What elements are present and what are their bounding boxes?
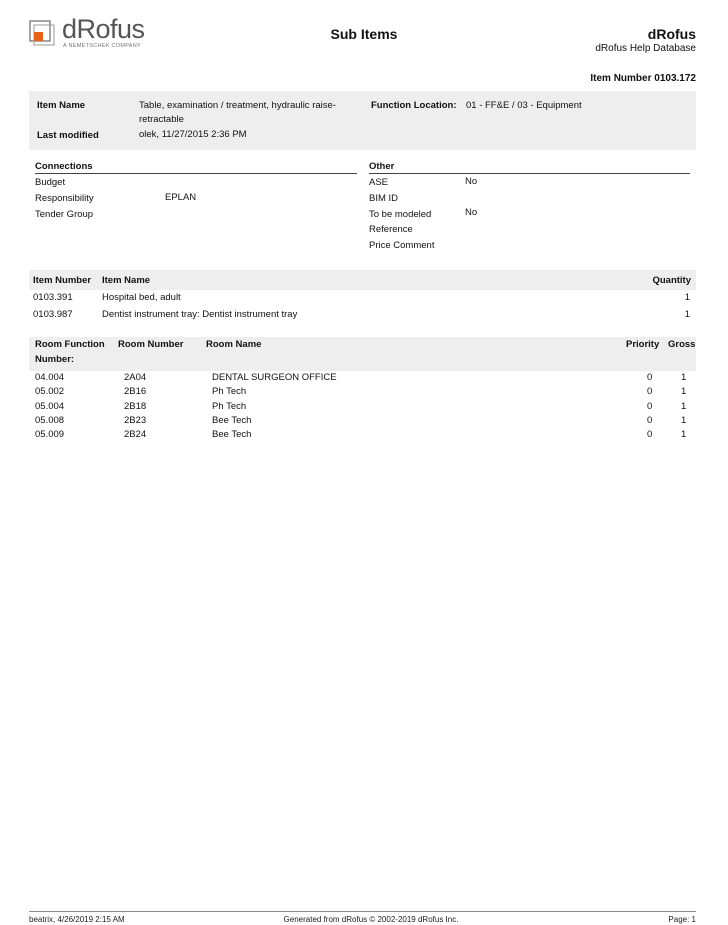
rooms-col-name: Room Name <box>206 339 262 350</box>
other-heading: Other <box>369 161 690 174</box>
subitems-col-name: Item Name <box>102 275 151 286</box>
function-location-value: 01 - FF&E / 03 - Equipment <box>466 100 582 111</box>
room-name: DENTAL SURGEON OFFICE <box>212 372 337 383</box>
room-number: 2B23 <box>124 415 147 426</box>
room-function-number: 05.009 <box>35 429 65 440</box>
function-location-label: Function Location: <box>371 100 457 111</box>
room-function-number: 05.002 <box>35 386 65 397</box>
room-number: 2B16 <box>124 386 147 397</box>
footer-generated: Generated from dRofus © 2002-2019 dRofus Inc. <box>283 915 459 924</box>
rooms-col-function-line1: Room Function <box>35 339 105 350</box>
other-to-be-modeled-value: No <box>465 207 478 218</box>
room-priority: 0 <box>647 386 653 397</box>
room-priority: 0 <box>647 429 653 440</box>
other-bim-id-label: BIM ID <box>369 193 399 204</box>
connection-budget-label: Budget <box>35 177 66 188</box>
subitem-quantity: 1 <box>684 309 690 320</box>
rooms-col-priority: Priority <box>626 339 660 350</box>
connection-responsibility-value: EPLAN <box>165 192 197 203</box>
subitems-col-quantity: Quantity <box>652 275 691 286</box>
brand-name: dRofus <box>647 26 696 42</box>
rooms-col-function-line2: Number: <box>35 354 75 365</box>
rooms-col-gross: Gross <box>668 339 696 350</box>
room-gross: 1 <box>681 415 687 426</box>
room-function-number: 04.004 <box>35 372 65 383</box>
room-name: Bee Tech <box>212 415 252 426</box>
room-priority: 0 <box>647 415 653 426</box>
item-number: Item Number 0103.172 <box>590 73 696 84</box>
connections-heading: Connections <box>35 161 357 174</box>
item-name-value-line1: Table, examination / treatment, hydraulic raise- <box>139 100 336 111</box>
subitem-name: Hospital bed, adult <box>102 292 181 303</box>
room-number: 2A04 <box>124 372 147 383</box>
page-title: Sub Items <box>330 26 398 42</box>
subitem-number: 0103.391 <box>33 292 73 303</box>
connection-tender-group-label: Tender Group <box>35 209 94 220</box>
room-gross: 1 <box>681 372 687 383</box>
room-function-number: 05.008 <box>35 415 65 426</box>
room-number: 2B24 <box>124 429 147 440</box>
logo-text: dRofus <box>62 14 145 44</box>
room-gross: 1 <box>681 429 687 440</box>
room-priority: 0 <box>647 401 653 412</box>
other-to-be-modeled-label: To be modeled <box>369 209 432 220</box>
subitem-quantity: 1 <box>684 292 690 303</box>
footer-user-timestamp: beatrix, 4/26/2019 2:15 AM <box>29 915 125 924</box>
room-gross: 1 <box>681 386 687 397</box>
footer-divider <box>29 911 696 912</box>
logo-subtitle: A NEMETSCHEK COMPANY <box>63 43 142 49</box>
room-function-number: 05.004 <box>35 401 65 412</box>
item-info-panel <box>29 91 696 150</box>
subitem-number: 0103.987 <box>33 309 73 320</box>
connection-responsibility-label: Responsibility <box>35 193 94 204</box>
room-name: Bee Tech <box>212 429 252 440</box>
other-reference-label: Reference <box>369 224 413 235</box>
room-gross: 1 <box>681 401 687 412</box>
last-modified-label: Last modified <box>37 130 99 141</box>
room-name: Ph Tech <box>212 401 247 412</box>
room-priority: 0 <box>647 372 653 383</box>
item-name-value-line2: retractable <box>139 114 184 125</box>
subitem-name: Dentist instrument tray: Dentist instrument tray <box>102 309 298 320</box>
footer-page-number: Page: 1 <box>668 915 696 924</box>
last-modified-value: olek, 11/27/2015 2:36 PM <box>139 129 247 140</box>
other-ase-value: No <box>465 176 478 187</box>
item-name-label: Item Name <box>37 100 86 111</box>
room-number: 2B18 <box>124 401 147 412</box>
brand-subtitle: dRofus Help Database <box>595 43 696 54</box>
subitems-col-number: Item Number <box>33 275 92 286</box>
other-ase-label: ASE <box>369 177 389 188</box>
other-price-comment-label: Price Comment <box>369 240 435 251</box>
room-name: Ph Tech <box>212 386 247 397</box>
rooms-col-number: Room Number <box>118 339 184 350</box>
